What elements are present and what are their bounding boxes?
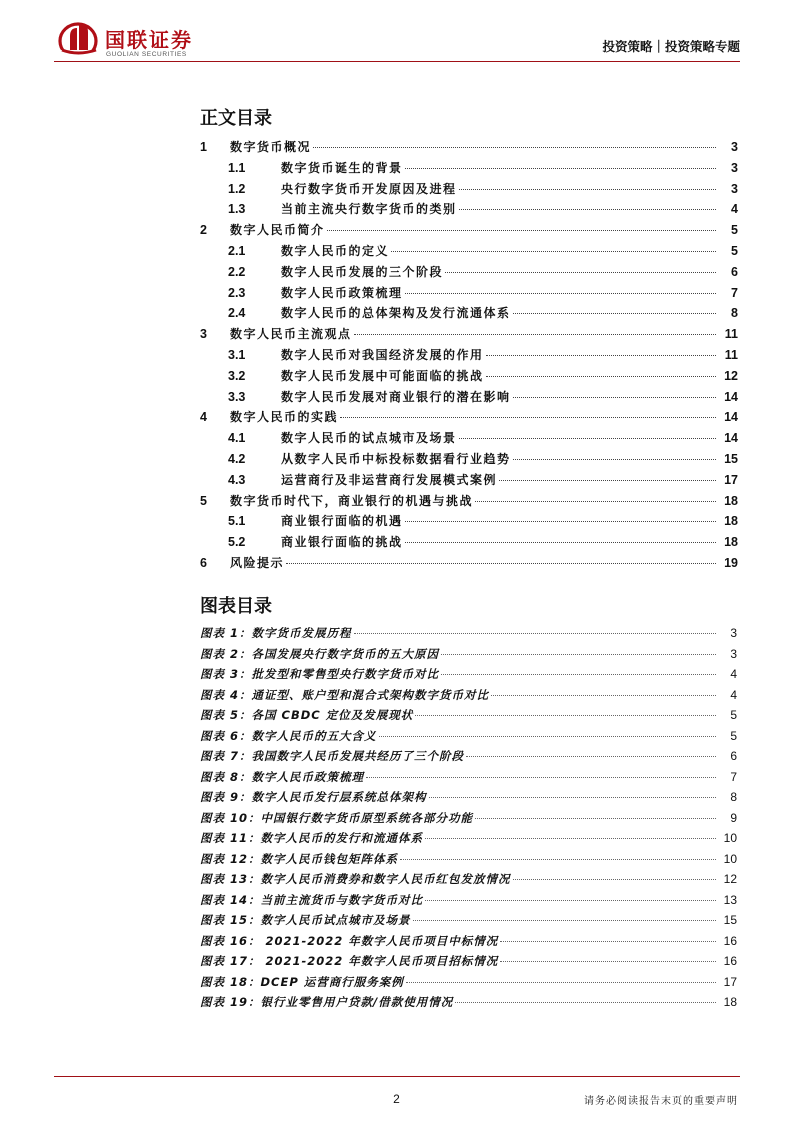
toc-entry[interactable] — [0, 450, 793, 471]
toc-entry[interactable] — [0, 242, 793, 263]
figure-leader-dots — [513, 879, 716, 880]
figure-leader-dots — [425, 900, 716, 901]
toc-entry-page: 11 — [724, 347, 738, 362]
figure-entry-page: 10 — [723, 831, 737, 845]
figure-entry-label: 图表 3：批发型和零售型央行数字货币对比 — [200, 667, 440, 681]
toc-entry-page: 3 — [731, 160, 738, 175]
toc-leader-dots — [340, 417, 716, 418]
toc-leader-dots — [405, 293, 716, 294]
figure-entry-label: 图表 4：通证型、账户型和混合式架构数字货币对比 — [200, 687, 490, 702]
toc-entry-label: 数字人民币发展对商业银行的潜在影响 — [281, 389, 511, 404]
figure-entry-page: 8 — [730, 790, 737, 804]
figure-entry[interactable] — [0, 625, 793, 646]
toc-entry-label: 风险提示 — [230, 555, 285, 570]
figure-entry-page: 17 — [723, 974, 737, 989]
toc-entry-page: 14 — [724, 431, 738, 446]
figure-entry-label: 图表 19：银行业零售用户贷款/借款使用情况 — [200, 995, 454, 1009]
toc-entry-label: 数字货币诞生的背景 — [281, 160, 403, 175]
toc-leader-dots — [405, 521, 716, 522]
toc-leader-dots — [513, 313, 716, 314]
figure-entry-page: 10 — [723, 851, 737, 866]
figure-entry[interactable] — [0, 912, 793, 933]
figure-entry[interactable] — [0, 769, 793, 790]
toc-entry-page: 17 — [724, 472, 738, 487]
toc-entry[interactable] — [0, 325, 793, 346]
figure-leader-dots — [400, 859, 716, 860]
toc-entry-number: 4 — [200, 410, 207, 425]
toc-entry-number: 1 — [200, 140, 207, 154]
figure-entry-label: 图表 11：数字人民币的发行和流通体系 — [200, 831, 424, 845]
toc-entry-page: 3 — [731, 140, 738, 154]
figure-entry-label: 图表 12：数字人民币钱包矩阵体系 — [200, 851, 399, 866]
figure-entry-page: 4 — [730, 667, 737, 681]
toc-entry-page: 14 — [724, 389, 738, 404]
figure-entry[interactable] — [0, 871, 793, 892]
figure-entry-page: 5 — [730, 728, 737, 743]
figure-entry-label: 图表 10：中国银行数字货币原型系统各部分功能 — [200, 810, 474, 825]
toc-leader-dots — [499, 480, 716, 481]
toc-entry-number: 1.2 — [228, 181, 246, 196]
figure-entry[interactable] — [0, 933, 793, 954]
toc-entry[interactable] — [0, 512, 793, 533]
toc-entry-label: 当前主流央行数字货币的类别 — [281, 202, 457, 217]
figure-leader-dots — [441, 674, 716, 675]
toc-entry-page: 11 — [724, 327, 738, 342]
toc-leader-dots — [475, 501, 716, 502]
toc-leader-dots — [354, 334, 716, 335]
toc-entry[interactable] — [0, 200, 793, 221]
toc-leader-dots — [459, 209, 716, 210]
toc-entry-label: 商业银行面临的机遇 — [281, 514, 403, 529]
figure-entry-label: 图表 14：当前主流货币与数字货币对比 — [200, 892, 424, 907]
toc-entry[interactable] — [0, 284, 793, 305]
figure-entry[interactable] — [0, 748, 793, 769]
toc-entry-label: 数字人民币的实践 — [230, 410, 339, 425]
toc-entry-label: 数字货币时代下，商业银行的机遇与挑战 — [230, 493, 474, 508]
footer-divider — [54, 1076, 740, 1077]
toc-entry-label: 数字货币概况 — [230, 140, 312, 154]
toc-entry[interactable] — [0, 221, 793, 242]
figure-entry-page: 15 — [723, 913, 737, 927]
figure-entry[interactable] — [0, 953, 793, 974]
toc-entry-label: 数字人民币对我国经济发展的作用 — [281, 347, 484, 362]
figure-entry-label: 图表 6：数字人民币的五大含义 — [200, 728, 377, 743]
toc-entry[interactable] — [0, 533, 793, 554]
toc-entry[interactable] — [0, 492, 793, 513]
figure-entry-page: 6 — [730, 749, 737, 763]
figure-entry-label: 图表 18：DCEP 运营商行服务案例 — [200, 974, 404, 989]
logo-english-name: GUOLIAN SECURITIES — [106, 51, 187, 58]
figure-entry-label: 图表 17： 2021-2022 年数字人民币项目招标情况 — [200, 954, 499, 968]
figure-leader-dots — [466, 756, 716, 757]
figure-leader-dots — [455, 1002, 716, 1003]
header-divider — [54, 61, 740, 62]
toc-entry-label: 数字人民币发展中可能面临的挑战 — [281, 368, 484, 383]
toc-leader-dots — [405, 542, 716, 543]
toc-leader-dots — [405, 168, 716, 169]
figure-leader-dots — [415, 715, 716, 716]
figure-entry-page: 9 — [730, 810, 737, 825]
toc-entry-label: 数字人民币的试点城市及场景 — [281, 431, 457, 446]
toc-entry-number: 3.2 — [228, 368, 246, 383]
figure-entry[interactable] — [0, 830, 793, 851]
figure-entry[interactable] — [0, 810, 793, 831]
company-logo — [58, 20, 258, 60]
figure-entry-label: 图表 15：数字人民币试点城市及场景 — [200, 913, 411, 927]
toc-leader-dots — [445, 272, 716, 273]
toc-entry-page: 15 — [724, 451, 738, 466]
toc-leader-dots — [313, 147, 716, 148]
toc-entry[interactable] — [0, 304, 793, 325]
figure-entry-page: 13 — [723, 892, 737, 907]
toc-entry[interactable] — [0, 346, 793, 367]
figure-entry-label: 图表 1：数字货币发展历程 — [200, 626, 352, 640]
toc-entry-page: 12 — [724, 368, 738, 383]
figure-entry[interactable] — [0, 851, 793, 872]
toc-entry-number: 5.1 — [228, 514, 246, 529]
toc-entry-number: 5 — [200, 493, 207, 508]
figure-entry-page: 16 — [723, 933, 737, 948]
toc-entry-label: 商业银行面临的挑战 — [281, 535, 403, 550]
toc-entry-number: 4.1 — [228, 431, 246, 446]
figure-leader-dots — [366, 777, 716, 778]
toc-entry-number: 2 — [200, 223, 207, 238]
figure-entry-label: 图表 5：各国 CBDC 定位及发展现状 — [200, 708, 414, 722]
toc-leader-dots — [513, 459, 716, 460]
toc-leader-dots — [459, 438, 716, 439]
toc-entry-number: 5.2 — [228, 535, 246, 550]
figure-leader-dots — [491, 695, 716, 696]
toc-leader-dots — [459, 189, 716, 190]
toc-entry-number: 2.3 — [228, 285, 246, 300]
toc-entry-page: 6 — [731, 264, 738, 279]
figure-entry-page: 5 — [730, 708, 737, 722]
figure-entry-label: 图表 2：各国发展央行数字货币的五大原因 — [200, 646, 440, 661]
figure-entry-page: 12 — [723, 872, 737, 886]
figure-entry-page: 7 — [730, 769, 737, 784]
toc-entry-number: 2.4 — [228, 306, 246, 321]
figure-entry[interactable] — [0, 974, 793, 995]
figure-leader-dots — [429, 797, 716, 798]
toc-leader-dots — [327, 230, 716, 231]
toc-entry-number: 3.3 — [228, 389, 246, 404]
figure-leader-dots — [475, 818, 716, 819]
figure-entry-page: 3 — [730, 626, 737, 640]
logo-mark-icon — [58, 20, 100, 60]
toc-entry[interactable] — [0, 138, 793, 159]
figure-entry[interactable] — [0, 728, 793, 749]
table-of-contents — [0, 138, 793, 575]
toc-entry-number: 6 — [200, 555, 207, 570]
figure-entry-label: 图表 9：数字人民币发行层系统总体架构 — [200, 790, 427, 804]
logo-name: 国联证券 — [105, 28, 193, 52]
toc-entry-page: 5 — [731, 223, 738, 238]
page-number: 2 — [393, 1092, 400, 1106]
toc-leader-dots — [486, 355, 716, 356]
toc-entry-page: 7 — [731, 285, 738, 300]
toc-entry-label: 数字人民币发展的三个阶段 — [281, 264, 444, 279]
toc-entry-page: 5 — [731, 243, 738, 258]
figure-entry-page: 4 — [730, 687, 737, 702]
toc-entry-label: 从数字人民币中标投标数据看行业趋势 — [281, 451, 511, 466]
toc-leader-dots — [286, 563, 716, 564]
toc-entry-page: 14 — [724, 410, 738, 425]
figure-leader-dots — [406, 982, 716, 983]
figure-entry[interactable] — [0, 646, 793, 667]
toc-entry-page: 18 — [724, 514, 738, 529]
toc-entry[interactable] — [0, 159, 793, 180]
report-category: 投资策略｜投资策略专题 — [602, 39, 740, 54]
toc-entry[interactable] — [0, 408, 793, 429]
figure-entry-label: 图表 13：数字人民币消费券和数字人民币红包发放情况 — [200, 872, 511, 886]
toc-entry[interactable] — [0, 367, 793, 388]
figure-entry-label: 图表 7：我国数字人民币发展共经历了三个阶段 — [200, 749, 465, 763]
toc-entry-page: 18 — [724, 493, 738, 508]
figure-entry[interactable] — [0, 994, 793, 1015]
toc-entry[interactable] — [0, 429, 793, 450]
figure-entry[interactable] — [0, 687, 793, 708]
figure-entry-page: 3 — [730, 646, 737, 661]
toc-entry-number: 3 — [200, 327, 207, 342]
figure-leader-dots — [441, 654, 716, 655]
toc-entry-number: 2.2 — [228, 264, 246, 279]
toc-entry-label: 央行数字货币开发原因及进程 — [281, 181, 457, 196]
toc-entry-number: 1.3 — [228, 202, 246, 217]
toc-entry-label: 数字人民币政策梳理 — [281, 285, 403, 300]
toc-entry-label: 数字人民币主流观点 — [230, 327, 352, 342]
figure-entry[interactable] — [0, 789, 793, 810]
figure-leader-dots — [500, 941, 716, 942]
figure-entry-page: 18 — [723, 995, 737, 1009]
toc-entry[interactable] — [0, 263, 793, 284]
toc-entry-number: 2.1 — [228, 243, 246, 258]
page-header — [54, 18, 740, 62]
figure-leader-dots — [500, 961, 716, 962]
figure-entry-label: 图表 16： 2021-2022 年数字人民币项目中标情况 — [200, 933, 499, 948]
toc-entry-number: 4.3 — [228, 472, 246, 487]
toc-entry[interactable] — [0, 388, 793, 409]
figure-entry[interactable] — [0, 666, 793, 687]
figures-title: 图表目录 — [200, 596, 272, 617]
figure-entry-page: 16 — [723, 954, 737, 968]
toc-entry-page: 3 — [731, 181, 738, 196]
figure-leader-dots — [413, 920, 716, 921]
toc-entry-page: 19 — [724, 555, 738, 570]
toc-entry-label: 数字人民币简介 — [230, 223, 325, 238]
figure-leader-dots — [379, 736, 716, 737]
toc-leader-dots — [486, 376, 716, 377]
figure-leader-dots — [354, 633, 716, 634]
figure-entry[interactable] — [0, 892, 793, 913]
toc-entry-page: 18 — [724, 535, 738, 550]
list-of-figures — [0, 625, 793, 1015]
toc-entry-number: 1.1 — [228, 160, 246, 175]
toc-entry-label: 运营商行及非运营商行发展模式案例 — [281, 472, 498, 487]
toc-entry-page: 4 — [731, 202, 738, 217]
toc-leader-dots — [513, 397, 716, 398]
toc-leader-dots — [391, 251, 716, 252]
toc-title: 正文目录 — [200, 108, 272, 129]
toc-entry-number: 4.2 — [228, 451, 246, 466]
toc-entry[interactable] — [0, 554, 793, 575]
toc-entry-number: 3.1 — [228, 347, 246, 362]
figure-entry-label: 图表 8：数字人民币政策梳理 — [200, 769, 365, 784]
footer-disclaimer: 请务必阅读报告末页的重要声明 — [584, 1096, 738, 1107]
toc-entry-label: 数字人民币的定义 — [281, 243, 390, 258]
toc-entry-label: 数字人民币的总体架构及发行流通体系 — [281, 306, 511, 321]
figure-leader-dots — [425, 838, 716, 839]
figure-entry[interactable] — [0, 707, 793, 728]
toc-entry[interactable] — [0, 180, 793, 201]
toc-entry-page: 8 — [731, 306, 738, 321]
toc-entry[interactable] — [0, 471, 793, 492]
